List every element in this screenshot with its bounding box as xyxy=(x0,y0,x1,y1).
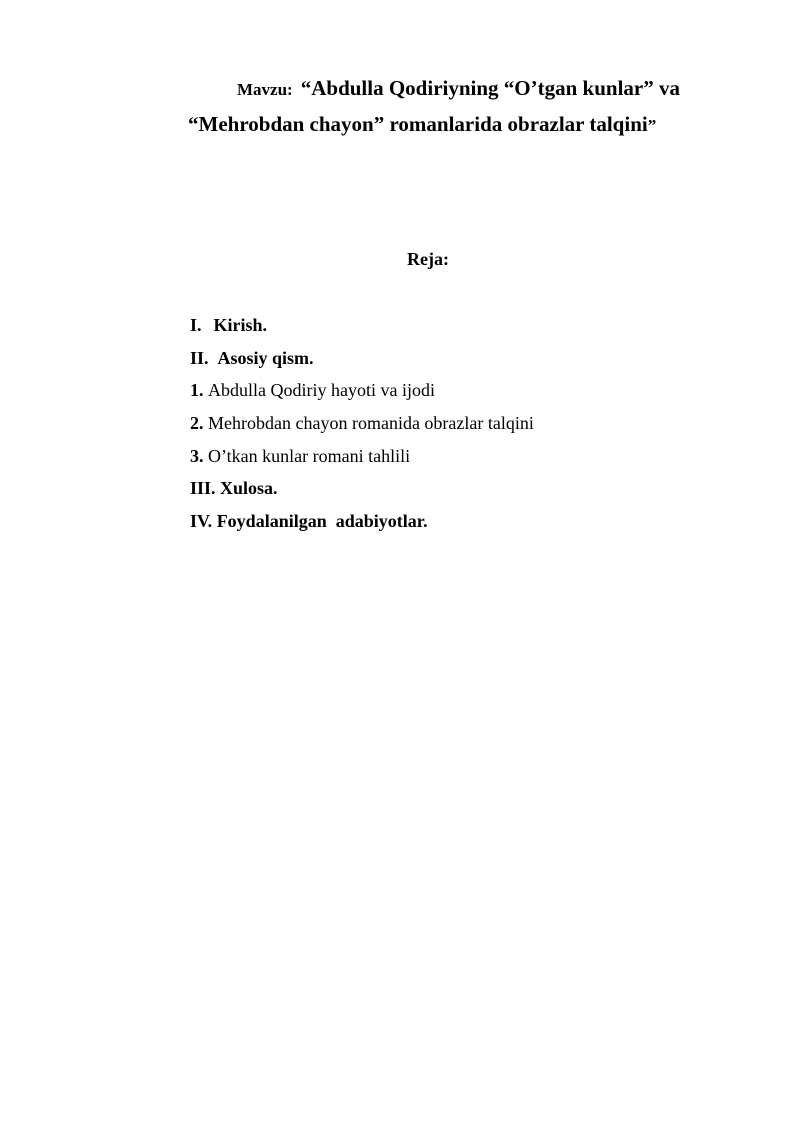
outline-item xyxy=(190,445,534,478)
title-text-line-1: “Abdulla Qodiriyning “O’tgan kunlar” va xyxy=(300,76,680,100)
title-closing-quote: ” xyxy=(647,116,657,135)
outline-item xyxy=(190,510,534,543)
outline-marker: I. xyxy=(190,315,202,335)
topic-label: Mavzu: xyxy=(237,80,293,99)
outline-item xyxy=(190,347,534,380)
title-line-2 xyxy=(188,112,656,137)
outline-text: Xulosa. xyxy=(220,478,278,499)
plan-heading: Reja: xyxy=(407,249,449,269)
outline-text: Asosiy qism. xyxy=(217,347,314,368)
outline-marker: IV. xyxy=(190,511,213,532)
outline-list xyxy=(190,314,534,543)
outline-text: O’tkan kunlar romani tahlili xyxy=(208,445,411,466)
outline-item xyxy=(190,314,534,347)
title-line-1 xyxy=(237,76,680,101)
outline-item xyxy=(190,477,534,510)
outline-text: Mehrobdan chayon romanida obrazlar talqini xyxy=(208,413,534,434)
outline-item xyxy=(190,379,534,412)
outline-marker: 3. xyxy=(190,445,204,466)
outline-item xyxy=(190,412,534,445)
outline-marker: 2. xyxy=(190,413,204,434)
outline-marker: 1. xyxy=(190,380,204,401)
outline-text: Abdulla Qodiriy hayoti va ijodi xyxy=(208,380,435,401)
title-text-line-2: “Mehrobdan chayon” romanlarida obrazlar talqini xyxy=(188,112,648,136)
outline-marker: II. xyxy=(190,347,209,368)
outline-text: Kirish. xyxy=(213,315,268,335)
outline-text: Foydalanilgan adabiyotlar. xyxy=(216,511,428,532)
outline-marker: III. xyxy=(190,478,216,499)
